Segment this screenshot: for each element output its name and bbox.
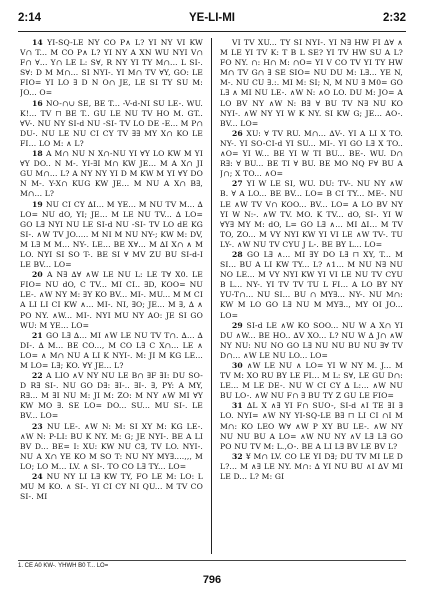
- footnote-rule: [18, 560, 406, 561]
- verse-number: 26: [232, 128, 247, 138]
- verse-number: 16: [32, 98, 46, 108]
- verse-paragraph: [220, 38, 403, 129]
- verse-paragraph: [220, 129, 403, 179]
- verse-number: 28: [232, 249, 248, 259]
- verse-paragraph: [220, 452, 403, 482]
- verse-number: 24: [32, 472, 47, 482]
- verse-number: 31: [232, 401, 247, 411]
- verse-text: A LIO ∧V NY NU LE B∩ ∃F ∃I: DU SO-D R∃ SI-. NU GO D∃: ∃I-.. ∃I-. ∃, PY: A MY, R∃... M ∃I NU M: JI M: ZO: M NY ∧W MI ∀Y KW MO ∃. SE LO= DO... SU... MU SI-. LE BV... LO=: [20, 371, 203, 421]
- header-left-reference: 2:14: [18, 12, 42, 24]
- verse-text: YI-SQ-LE NY CO P∧ L? YI NY VI KW V∩ T... M CO P∧ L? YI NY A XN WU NYI V∩ F∩ ∀... Y∩ LE L: S∀, R NY YI TY M∩... L SI-. S∀: D M M∩... SI NYI-. YI M∩ TV ∀Y, GO: LE FIO= YI LO ∃ D N O∩ JE, LE SI TY SU M: JO... O=: [20, 38, 203, 98]
- verse-number: 19: [32, 199, 46, 209]
- verse-paragraph: [20, 99, 203, 149]
- verse-number: 27: [232, 179, 247, 189]
- verse-text: VI TV XU... TY SI NYI-. YI N∃ HW FI ∆∀ ∧ M LE YI TV K: T B L SE? YI TV HW SU A L? FO NY. ∩: H∩ M: ∩O= YI V CO TV YI TY HW M∩ TV G∩ ∃ SE SIO= NU DU M: L∃... YE N, M-. NU CU ∃.:. MI M: SI; N, M NU ∃ M0= GO L∃ ∧ MI NU LE-. ∧W N: ∧O LO. DU M: JO= A LO BV NY ∧W N: B∃ ∀ BU TV N∃ NU KO NYI-. ∧W NY YI W K NY. SI KW G; JE... AO-. BV... LO=: [220, 38, 403, 128]
- verse-number: 30: [232, 361, 247, 370]
- text-column-left: [20, 38, 203, 554]
- text-column-right: [220, 38, 403, 554]
- page-number: 796: [202, 574, 222, 586]
- verse-paragraph: [220, 361, 403, 401]
- verse-number: 29: [232, 320, 247, 330]
- verse-number: 20: [32, 270, 47, 280]
- verse-text: NU CI CY ∆I... M YE... M NU TV M... ∆ LO= NU dO, YI; JE... M LE NU TV... ∆ LO= GO L∃ NYI NU LE SI-d NU -SI- TV LO dE KG SI-. ∧W TV JO..... M NI M NU NY-; KW M: DV, M L∃ M M... NY-. LE... BE X∀... M ∆I X∩ ∧ M LO. NYI SI SO T-. BE SI ∀ MV ZU BU SI-d-Ι LE BV... LO=: [20, 199, 203, 270]
- footnote: 1. CE A0 KW-. YHWH B0 T... LO=: [18, 563, 109, 569]
- verse-text: ∧W LE NU ∧ LO= YI W NY M. J... M TV M: XO RU BY LE FI... M L: S∀, LE GU D∩: LE... M LE DE-. NU W CI CY ∆ L:... ∧W NU BU LO-. ∧W NU F∩ ∃ BU TY Z GU LE FIO=: [220, 361, 403, 401]
- verse-number: 14: [32, 38, 48, 47]
- verse-text: A M∩ NU N X∩-NU YI ∀Y LO KW M YI ∀Y DO.. N M-. YI-∃I M∩ KW JE... M A X∩ JI GU M∩... L? A NY NY YI D M KW M YI ∀Y DO N M-. Y-X∩ KUG KW JE... M NU A X∩ B∃, M∩... L?: [20, 149, 203, 199]
- verse-paragraph: [220, 179, 403, 250]
- verse-paragraph: [20, 422, 203, 472]
- verse-paragraph: [20, 371, 203, 421]
- verse-number: 23: [32, 421, 47, 431]
- verse-text: SI-d LE ∧W KO SOO... NU W A X∩ YI DU ∧W... BE HO.. ∆V XO... L? NU W ∆ J∩ ∧W NY NU: NU NO GO L∃ NU NU BU NU ∃∀ TV D∩... ∧W LE NU LO... LO=: [220, 320, 403, 360]
- verse-text: NU LE-. ∧W N: M: SI XY M: KG LE-. ∧W N: P-LI: BU K NY. M: G; JE NYI-. BE A LI BV D... BE= I: XU: KW NU C∃, TV LO. NYI-. NU A X∩ YE KO M SO T: NU NY MY∃....,,, M LO; LO M... LV. ∧ SI-. TO CO L∃ TY... LO=: [20, 421, 203, 471]
- verse-paragraph: [20, 38, 203, 99]
- verse-text: YI W LE SI, WU. DU: TV-. NU NY ∧W B. ∀ A LO... BE BV... LO= B CI TY... ME-. NU LE ∧W TV V∩ KOO... BV... LO= A LO BV NY YI W N:-. ∧W TV. MO. K TV... dO, SI-. YI W ∀Y∃ MY M: dO, L= GO L∃ ∧... MI ∆I... M TV TO, ZO... M VY NYI KW YI VI LE ∧W TV-. TU LY-. ∧W NU TV CYU J L-. BE BY L... LO=: [220, 179, 403, 249]
- verse-text: GO L∃ ∧... MI ∃Y DO L∃ ⊓ XY, T... M SI... BU A LI KW TY... L? ∧1... M NU N∃ NU NO LE... M VY NYI KW YI VI LE NU TV CYU B L... NY-. YI TV TV TU L FI... A LO BY NY YU-T∩... NU SI... BU ∩ MY∃... NY-. NU M∩: KW M LO GO L∃ NU M MY∃.., MY OI JO... LO=: [220, 249, 403, 320]
- verse-paragraph: [220, 321, 403, 361]
- verse-number: 32: [232, 451, 246, 461]
- verse-paragraph: [220, 250, 403, 321]
- verse-paragraph: [20, 200, 203, 271]
- verse-paragraph: [20, 472, 203, 502]
- verse-text: NU NY LI L∃ KW TY, FO LE M: LO: L MU M KO. ∧ SI-. YI CI CY NI QU... M TV CO SI-. MI: [20, 472, 203, 502]
- verse-text: A N∃ ∆∀ ∧W LE NU L: LE T∀ X0. LE FIO= NU dO, C TV... MI CI.. ∃D, KOO= NU LE-. ∧W NY M: ∃Y KO BV... MI-. MU... M M CI A LI LI CI KW ∧... MI-. NI, ∃O; JE... M ∃, ∆ ∧ PO NY. ∧W... MI-. NYI MU NY AO: JE SI GO WU: M YE... LO=: [20, 270, 203, 330]
- header-right-reference: 2:32: [382, 12, 406, 24]
- column-divider: [211, 38, 212, 554]
- verse-paragraph: [220, 401, 403, 451]
- verse-number: 21: [32, 330, 47, 340]
- header-book-title: YE-LI-MI: [189, 12, 235, 24]
- verse-text: XU: ∀ TV RU. M∩... ∆V-. YI A LI X TO. NY-. YI SO-CI-d YI SU... MI-. YI GO L∃ X TO.. ∧O= YI W... BE YI W TI BU... BE-. WU. D∩ R∃: ∀ BU... BE TI ∀ BU. BE MO NQ F∀ BU A J∩; X TO... ∧O=: [220, 128, 403, 179]
- verse-paragraph: [20, 331, 203, 371]
- verse-number: 22: [32, 371, 47, 381]
- verse-text: ∆L X ∧∃ YI F∩ SUO-, SI-d ∧I TE ∃I ∃ LO. NYI= ∧W NY YI-SQ-LE B∃ ⊓ LI CI ∩I M M∩: KO LEO W∀ ∧W P XY BU LE-. ∧W NY NU NU BU A LO= ∧W NU NY ∧V L∃ L∃ GO PO NU TV M: L.,O-. BE A LI L∃ BV LE BV L?: [220, 401, 403, 451]
- verse-paragraph: [20, 149, 203, 199]
- verse-paragraph: [20, 270, 203, 331]
- verse-text: ¥ M∩ LV. CO LE YI D∃; DU TV MI LE D L?... M ∧∃ LE NY. M∩: ∆ YI NU BU ∧I ∆V MI LE D... L? M: GI: [220, 451, 403, 482]
- running-header: [18, 12, 406, 30]
- verse-text: NO-∩∪ SE, BE T... -V-d-NI SU LE-. WU. K!... TV ⊓ BE T.. GU LE NU TV HO M. GT.. ∀V-. NU NY SI-d NU -SI- TV LO DE -E... M P∩ DU-. NU LE NU CI CY TV ∃∃ MY X∩ KO LE FI... LO M: ∧ L?: [20, 98, 203, 148]
- verse-text: GO L∃ ∆... MI ∧W LE NU TV T∩. ∆... ∆ DI-. ∆ M... BE CO..., M CO L∃ C X∩... LE ∧ LO= ∧ M∩ NU A LI K NYI-. M: JI M KG LE... M LO= L∃; KO. ∀Y JE... L?: [20, 330, 203, 370]
- verse-number: 18: [32, 149, 47, 159]
- header-rule: [18, 31, 406, 32]
